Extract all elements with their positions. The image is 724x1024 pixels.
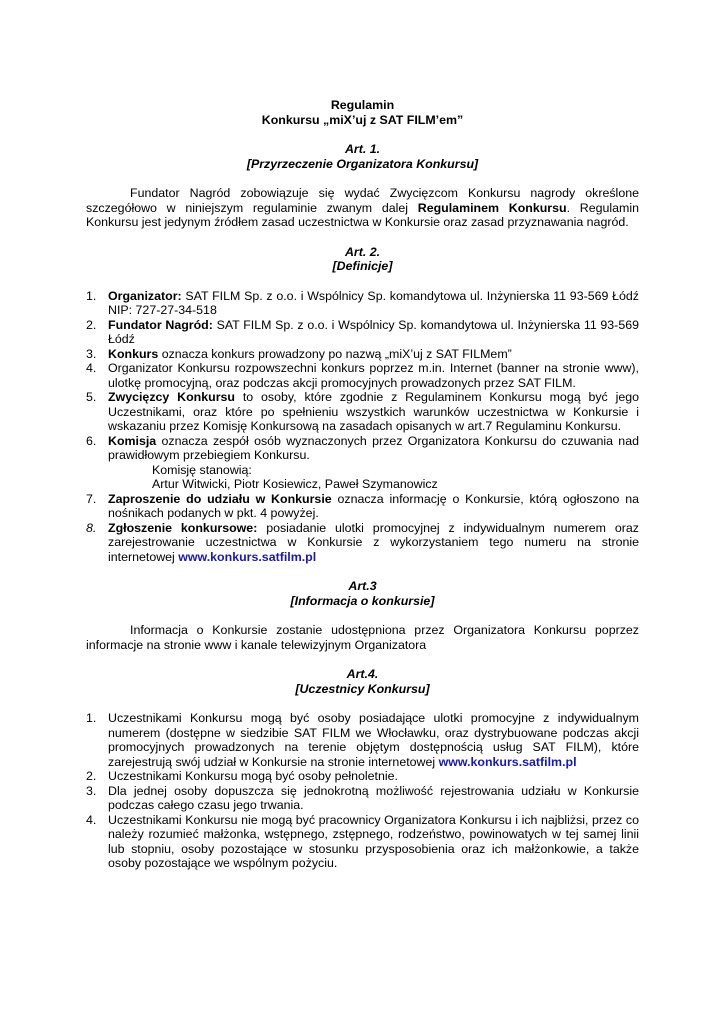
art4-subheading: [Uczestnicy Konkursu] bbox=[295, 681, 430, 696]
art2-heading: Art. 2. bbox=[344, 244, 381, 259]
document-page bbox=[86, 98, 639, 871]
website-link[interactable]: www.konkurs.satfilm.pl bbox=[178, 549, 317, 564]
document-subtitle: Konkursu „miX’uj z SAT FILM’em” bbox=[261, 112, 464, 127]
list-item: 7. Zaproszenie do udziału w Konkursie oznacza informację o Konkursie, którą ogłoszono na nośnikach podanych w pkt. 4 powyżej. bbox=[86, 491, 639, 520]
art3-subheading: [Informacja o konkursie] bbox=[290, 593, 435, 608]
art3-paragraph: Informacja o Konkursie zostanie udostępniona przez Organizatora Konkursu poprzez informacje na stronie www i kanale telewizyjnym Organizatora bbox=[86, 623, 639, 652]
list-item: 1. Uczestnikami Konkursu mogą być osoby posiadające ulotki promocyjne z indywidualnym numerem (dostępne w siedzibie SAT FILM we Włocławku, oraz dystrybuowane podczas akcji promocyjnych prowadzonych na terenie objętym dostępnością usług SAT FILM), które zarejestrują swój udział w Konkursie na stronie internetowej www.konkurs.satfilm.pl bbox=[86, 711, 639, 769]
art1-subheading: [Przyrzeczenie Organizatora Konkursu] bbox=[246, 156, 479, 171]
list-item: 2. Uczestnikami Konkursu mogą być osoby pełnoletnie. bbox=[86, 769, 398, 783]
art1-paragraph: Fundator Nagród zobowiązuje się wydać Zwycięzcom Konkursu nagrody określone szczegółowo w niniejszym regulaminie zwanym dalej Regulaminem Konkursu. Regulamin Konkursu jest jedynym źródłem zasad uczestnictwa w Konkursie oraz zasad przyznawania nagród. bbox=[86, 186, 639, 229]
participants-list bbox=[86, 711, 639, 871]
art3-heading: Art.3 bbox=[348, 579, 377, 593]
document-title: Regulamin bbox=[330, 98, 395, 112]
list-item: 1. Organizator: SAT FILM Sp. z o.o. i Wspólnicy Sp. komandytowa ul. Inżynierska 11 93-569 Łódź NIP: 727-27-34-518 bbox=[86, 288, 639, 317]
art1-heading: Art. 1. bbox=[344, 142, 381, 156]
list-item: 4. Organizator Konkursu rozpowszechni konkurs poprzez m.in. Internet (banner na stronie www), ulotkę promocyjną, oraz podczas akcji promocyjnych prowadzonych przez SAT FILM. bbox=[86, 361, 639, 390]
art2-subheading: [Definicje] bbox=[332, 259, 393, 273]
website-link[interactable]: www.konkurs.satfilm.pl bbox=[438, 754, 577, 769]
list-item: 2. Fundator Nagród: SAT FILM Sp. z o.o. i Wspólnicy Sp. komandytowa ul. Inżynierska 11 93-569 Łódź bbox=[86, 317, 639, 346]
list-item: 5. Zwycięzcy Konkursu to osoby, które zgodnie z Regulaminem Konkursu mogą być jego Uczestnikami, oraz które po spełnieniu wszystkich warunków uczestnictwa w Konkursie i wskazaniu przez Komisję Konkursową na zasadach opisanych w art.7 Regulaminu Konkursu. bbox=[86, 390, 639, 433]
komisja-label: Komisję stanowią: bbox=[152, 462, 252, 477]
komisja-members: Artur Witwicki, Piotr Kosiewicz, Paweł Szymanowicz bbox=[152, 477, 438, 491]
list-item: 3. Konkurs oznacza konkurs prowadzony po nazwą „miX’uj z SAT FILMem” bbox=[86, 346, 512, 361]
list-item: 4. Uczestnikami Konkursu nie mogą być pracownicy Organizatora Konkursu i ich najbliżsi, przez co należy rozumieć małżonka, wstępnego, zstępnego, rodzeństwo, powinowatych w tej samej linii lub stopniu, osoby pozostające w stosunku przysposobienia oraz ich małżonkowie, a także osoby pozostające we wspólnym pożyciu. bbox=[86, 812, 639, 870]
list-item: 6. Komisja oznacza zespół osób wyznaczonych przez Organizatora Konkursu do czuwania nad prawidłowym przebiegiem Konkursu. Komisję stanowią: Artur Witwicki, Piotr Kosiewicz, Paweł Szymanowicz bbox=[86, 433, 639, 491]
art4-heading: Art.4. bbox=[346, 667, 379, 681]
list-item: 3. Dla jednej osoby dopuszcza się jednokrotną możliwość rejestrowania udziału w Konkursie podczas całego czasu jego trwania. bbox=[86, 783, 639, 812]
definitions-list bbox=[86, 289, 639, 565]
list-item: 8. Zgłoszenie konkursowe: posiadanie ulotki promocyjnej z indywidualnym numerem oraz zarejestrowanie uczestnictwa w Konkursie z wykorzystaniem tego numeru na stronie internetowej www.konkurs.satfilm.pl bbox=[86, 520, 639, 564]
